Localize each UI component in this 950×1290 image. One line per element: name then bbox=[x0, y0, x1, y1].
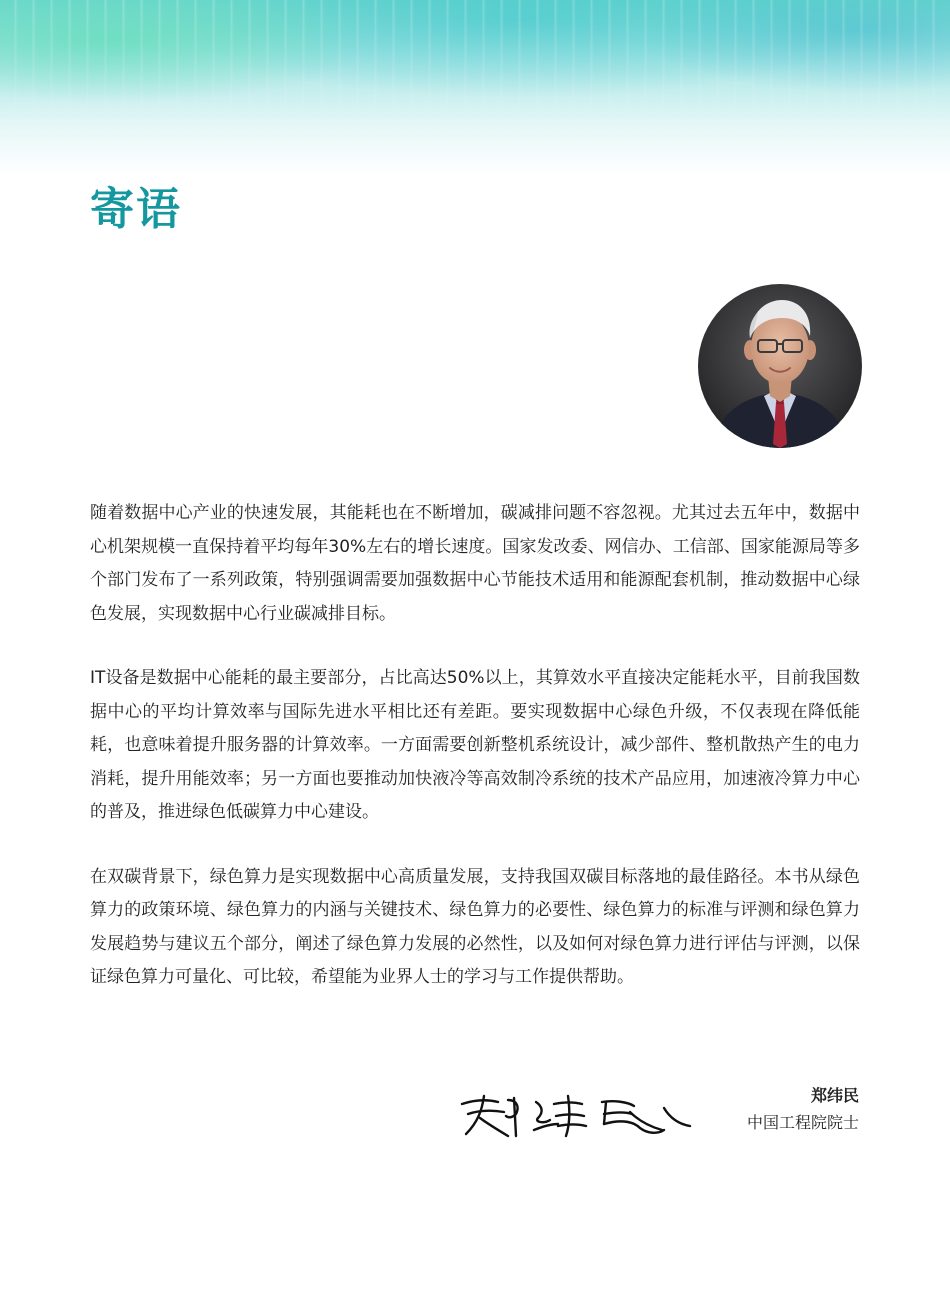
paragraph: 随着数据中心产业的快速发展，其能耗也在不断增加，碳减排问题不容忽视。尤其过去五年中，数据中心机架规模一直保持着平均每年30%左右的增长速度。国家发改委、网信办、工信部、国家能源局等多个部门发布了一系列政策，特别强调需要加强数据中心节能技术适用和能源配套机制，推动数据中心绿色发展，实现数据中心行业碳减排目标。 bbox=[90, 503, 860, 624]
body-text bbox=[90, 497, 860, 1026]
paragraph: 在双碳背景下，绿色算力是实现数据中心高质量发展，支持我国双碳目标落地的最佳路径。本书从绿色算力的政策环境、绿色算力的内涵与关键技术、绿色算力的必要性、绿色算力的标准与评测和绿色算力发展趋势与建议五个部分，阐述了绿色算力发展的必然性，以及如何对绿色算力进行评估与评测，以保证绿色算力可量化、可比较，希望能为业界人士的学习与工作提供帮助。 bbox=[90, 866, 860, 987]
handwritten-signature-icon bbox=[458, 1090, 694, 1140]
portrait-photo-icon bbox=[698, 284, 862, 448]
banner-light-streaks bbox=[0, 0, 950, 175]
author-portrait bbox=[698, 284, 862, 448]
paragraph: IT设备是数据中心能耗的最主要部分，占比高达50%以上，其算效水平直接决定能耗水平，目前我国数据中心的平均计算效率与国际先进水平相比还有差距。要实现数据中心绿色升级，不仅表现在降低能耗，也意味着提升服务器的计算效率。一方面需要创新整机系统设计，减少部件、整机散热产生的电力消耗，提升用能效率；另一方面也要推动加快液冷等高效制冷系统的技术产品应用，加速液冷算力中心的普及，推进绿色低碳算力中心建设。 bbox=[90, 668, 860, 822]
author-name: 郑纬民 bbox=[810, 1086, 859, 1105]
author-title: 中国工程院院士 bbox=[746, 1113, 859, 1132]
author-block bbox=[747, 1083, 859, 1137]
page-title: 寄语 bbox=[90, 184, 182, 235]
